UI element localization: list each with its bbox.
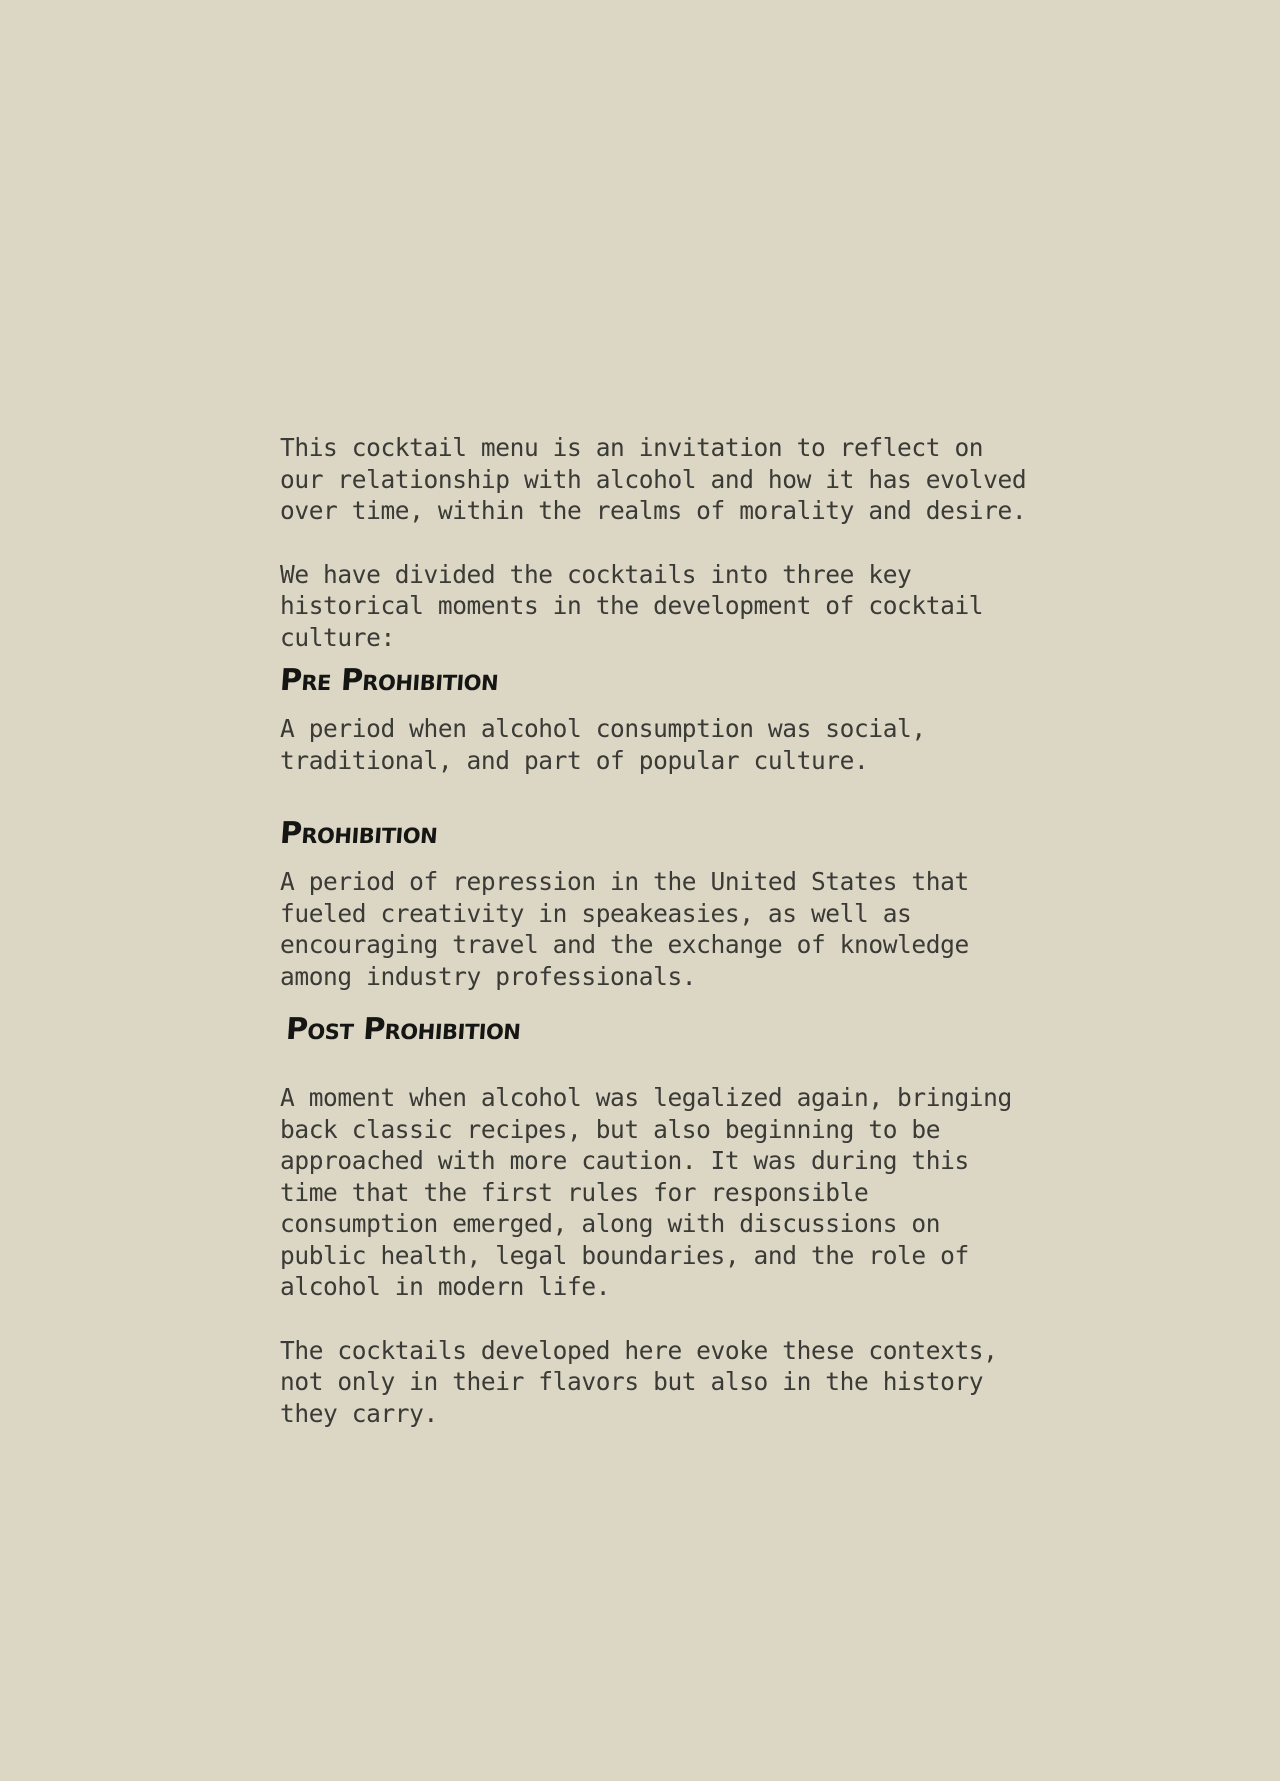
intro-paragraph: This cocktail menu is an invitation to reflect on our relationship with alcohol and how it has evolved over time, within the realms of morality and desire.	[280, 433, 1027, 525]
menu-introduction	[280, 432, 1040, 1429]
heading-prohibition: Prohibition	[278, 816, 439, 851]
prohibition-description: A period of repression in the United States that fueled creativity in speakeasies, as well as encouraging travel and the exchange of knowledge among industry professionals.	[280, 867, 969, 991]
closing-paragraph: The cocktails developed here evoke these contexts, not only in their flavors but also in the history they carry.	[280, 1335, 998, 1428]
pre-prohibition-description: A period when alcohol consumption was social, traditional, and part of popular culture.	[280, 714, 926, 775]
heading-post-prohibition: Post Prohibition	[284, 1012, 522, 1047]
intro-paragraph-divisions: We have divided the cocktails into three key historical moments in the development of cocktail culture:	[280, 559, 984, 652]
post-prohibition-description: A moment when alcohol was legalized again, bringing back classic recipes, but also beginning to be approached with more caution. It was during this time that the first rules for responsible consumption emerged, along with discussions on public health, legal boundaries, and the role of alcohol in modern life.	[280, 1083, 1012, 1301]
heading-pre-prohibition: Pre Prohibition	[278, 663, 500, 698]
